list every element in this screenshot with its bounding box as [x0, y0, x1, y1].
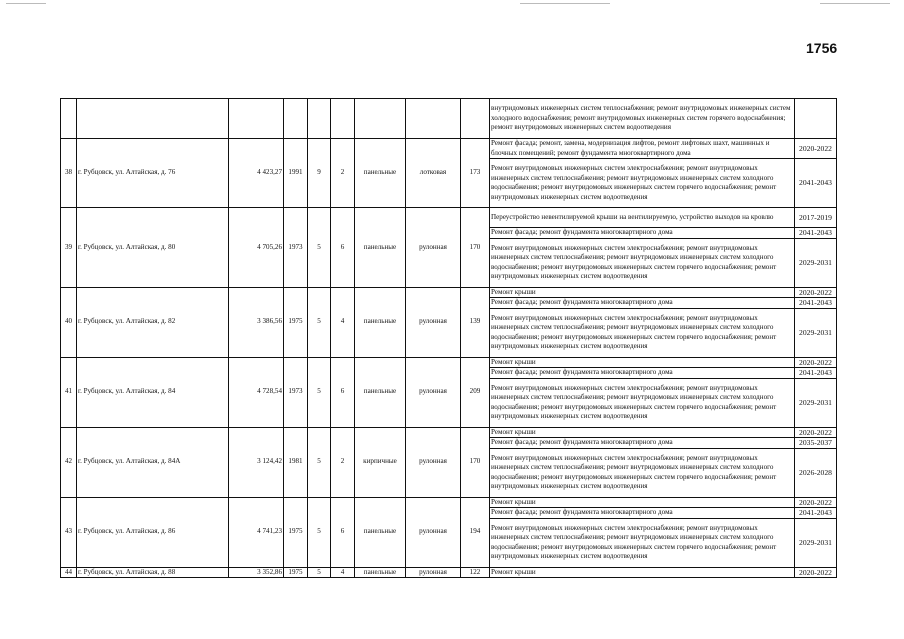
- work-description-cell: Ремонт фасада; ремонт, замена, модернизация лифтов, ремонт лифтовых шахт, машинных и блочных помещений; ремонт фундамента многоквартирного дома: [490, 139, 795, 159]
- work-description-cell: Ремонт внутридомовых инженерных систем электроснабжения; ремонт внутридомовых инженерных систем теплоснабжения; ремонт внутридомовых инженерных систем холодного водоснабжения; ремонт внутридомовых инженерных систем горячего водоснабжения; ремонт внутридомовых инженерных систем водоотведения: [490, 518, 795, 567]
- floors-cell: 5: [308, 208, 331, 288]
- scan-artifact: [6, 3, 46, 4]
- table-row: [61, 357, 837, 368]
- row-number: 40: [61, 287, 77, 357]
- flats-count-cell: 194: [461, 497, 490, 567]
- period-cell: 2029-2031: [795, 378, 837, 427]
- address-cell: г. Рубцовск, ул. Алтайская, д. 88: [77, 567, 229, 578]
- year-built-cell: 1973: [284, 208, 308, 288]
- period-cell: 2035-2037: [795, 438, 837, 449]
- row-number: 41: [61, 357, 77, 427]
- year-built-cell: 1975: [284, 287, 308, 357]
- roof-type-cell: рулонная: [406, 357, 461, 427]
- period-cell: 2041-2043: [795, 368, 837, 379]
- period-cell: [795, 99, 837, 139]
- area-cell: 3 386,56: [229, 287, 284, 357]
- roof-type-cell: лотковая: [406, 139, 461, 208]
- floors-cell: [308, 99, 331, 139]
- work-description-cell: внутридомовых инженерных систем теплоснабжения; ремонт внутридомовых инженерных систем холодного водоснабжения; ремонт внутридомовых инженерных систем горячего водоснабжения; ремонт внутридомовых инженерных систем водоотведения: [490, 99, 795, 139]
- period-cell: 2041-2043: [795, 159, 837, 208]
- flats-count-cell: 139: [461, 287, 490, 357]
- floors-cell: 5: [308, 357, 331, 427]
- period-cell: 2041-2043: [795, 508, 837, 519]
- table-row: [61, 287, 837, 298]
- period-cell: 2020-2022: [795, 139, 837, 159]
- flats-count-cell: 170: [461, 208, 490, 288]
- row-number: 38: [61, 139, 77, 208]
- area-cell: 3 352,86: [229, 567, 284, 578]
- entrances-cell: 2: [331, 427, 355, 497]
- address-cell: [77, 99, 229, 139]
- entrances-cell: 4: [331, 567, 355, 578]
- year-built-cell: 1975: [284, 497, 308, 567]
- scan-artifact: [520, 3, 610, 4]
- year-built-cell: 1991: [284, 139, 308, 208]
- work-description-cell: Ремонт внутридомовых инженерных систем электроснабжения; ремонт внутридомовых инженерных систем теплоснабжения; ремонт внутридомовых инженерных систем холодного водоснабжения; ремонт внутридомовых инженерных систем горячего водоснабжения; ремонт внутридомовых инженерных систем водоотведения: [490, 238, 795, 287]
- work-description-cell: Ремонт фасада; ремонт фундамента многоквартирного дома: [490, 298, 795, 309]
- floors-cell: 5: [308, 427, 331, 497]
- floors-cell: 5: [308, 497, 331, 567]
- address-cell: г. Рубцовск, ул. Алтайская, д. 82: [77, 287, 229, 357]
- address-cell: г. Рубцовск, ул. Алтайская, д. 76: [77, 139, 229, 208]
- entrances-cell: 4: [331, 287, 355, 357]
- row-number: 39: [61, 208, 77, 288]
- repair-schedule-table: [60, 98, 837, 578]
- row-number: [61, 99, 77, 139]
- floors-cell: 9: [308, 139, 331, 208]
- year-built-cell: 1981: [284, 427, 308, 497]
- roof-type-cell: рулонная: [406, 287, 461, 357]
- table-row: [61, 208, 837, 228]
- work-description-cell: Ремонт фасада; ремонт фундамента многоквартирного дома: [490, 438, 795, 449]
- work-description-cell: Ремонт внутридомовых инженерных систем электроснабжения; ремонт внутридомовых инженерных систем теплоснабжения; ремонт внутридомовых инженерных систем холодного водоснабжения; ремонт внутридомовых инженерных систем горячего водоснабжения; ремонт внутридомовых инженерных систем водоотведения: [490, 308, 795, 357]
- period-cell: 2020-2022: [795, 567, 837, 578]
- period-cell: 2029-2031: [795, 518, 837, 567]
- work-description-cell: Ремонт внутридомовых инженерных систем электроснабжения; ремонт внутридомовых инженерных систем теплоснабжения; ремонт внутридомовых инженерных систем холодного водоснабжения; ремонт внутридомовых инженерных систем горячего водоснабжения; ремонт внутридомовых инженерных систем водоотведения: [490, 159, 795, 208]
- work-description-cell: Ремонт крыши: [490, 357, 795, 368]
- period-cell: 2029-2031: [795, 238, 837, 287]
- period-cell: 2017-2019: [795, 208, 837, 228]
- flats-count-cell: [461, 99, 490, 139]
- year-built-cell: 1973: [284, 357, 308, 427]
- address-cell: г. Рубцовск, ул. Алтайская, д. 84А: [77, 427, 229, 497]
- work-description-cell: Ремонт внутридомовых инженерных систем электроснабжения; ремонт внутридомовых инженерных систем теплоснабжения; ремонт внутридомовых инженерных систем холодного водоснабжения; ремонт внутридомовых инженерных систем горячего водоснабжения; ремонт внутридомовых инженерных систем водоотведения: [490, 378, 795, 427]
- floors-cell: 5: [308, 287, 331, 357]
- table-row: [61, 567, 837, 578]
- table-row: [61, 139, 837, 159]
- wall-type-cell: панельные: [355, 357, 406, 427]
- work-description-cell: Ремонт крыши: [490, 497, 795, 508]
- page-number: 1756: [806, 40, 838, 56]
- table-row: [61, 497, 837, 508]
- roof-type-cell: рулонная: [406, 208, 461, 288]
- period-cell: 2041-2043: [795, 298, 837, 309]
- entrances-cell: 6: [331, 357, 355, 427]
- area-cell: 3 124,42: [229, 427, 284, 497]
- period-cell: 2020-2022: [795, 357, 837, 368]
- year-built-cell: 1975: [284, 567, 308, 578]
- work-description-cell: Ремонт фасада; ремонт фундамента многоквартирного дома: [490, 228, 795, 239]
- flats-count-cell: 170: [461, 427, 490, 497]
- work-description-cell: Ремонт крыши: [490, 287, 795, 298]
- roof-type-cell: рулонная: [406, 567, 461, 578]
- flats-count-cell: 122: [461, 567, 490, 578]
- table-row: [61, 427, 837, 438]
- row-number: 44: [61, 567, 77, 578]
- roof-type-cell: [406, 99, 461, 139]
- row-number: 43: [61, 497, 77, 567]
- work-description-cell: Ремонт внутридомовых инженерных систем электроснабжения; ремонт внутридомовых инженерных систем теплоснабжения; ремонт внутридомовых инженерных систем холодного водоснабжения; ремонт внутридомовых инженерных систем горячего водоснабжения; ремонт внутридомовых инженерных систем водоотведения: [490, 448, 795, 497]
- roof-type-cell: рулонная: [406, 427, 461, 497]
- period-cell: 2041-2043: [795, 228, 837, 239]
- address-cell: г. Рубцовск, ул. Алтайская, д. 86: [77, 497, 229, 567]
- flats-count-cell: 173: [461, 139, 490, 208]
- address-cell: г. Рубцовск, ул. Алтайская, д. 80: [77, 208, 229, 288]
- address-cell: г. Рубцовск, ул. Алтайская, д. 84: [77, 357, 229, 427]
- wall-type-cell: панельные: [355, 208, 406, 288]
- table-row: [61, 99, 837, 139]
- wall-type-cell: панельные: [355, 287, 406, 357]
- year-built-cell: [284, 99, 308, 139]
- entrances-cell: 2: [331, 139, 355, 208]
- period-cell: 2020-2022: [795, 427, 837, 438]
- entrances-cell: [331, 99, 355, 139]
- scan-artifact: [820, 3, 890, 4]
- wall-type-cell: [355, 99, 406, 139]
- work-description-cell: Ремонт крыши: [490, 427, 795, 438]
- area-cell: 4 741,23: [229, 497, 284, 567]
- period-cell: 2026-2028: [795, 448, 837, 497]
- entrances-cell: 6: [331, 497, 355, 567]
- flats-count-cell: 209: [461, 357, 490, 427]
- period-cell: 2020-2022: [795, 497, 837, 508]
- work-description-cell: Ремонт крыши: [490, 567, 795, 578]
- area-cell: 4 728,54: [229, 357, 284, 427]
- area-cell: 4 423,27: [229, 139, 284, 208]
- entrances-cell: 6: [331, 208, 355, 288]
- work-description-cell: Переустройство невентилируемой крыши на вентилируемую, устройство выходов на кровлю: [490, 208, 795, 228]
- work-description-cell: Ремонт фасада; ремонт фундамента многоквартирного дома: [490, 508, 795, 519]
- work-description-cell: Ремонт фасада; ремонт фундамента многоквартирного дома: [490, 368, 795, 379]
- row-number: 42: [61, 427, 77, 497]
- wall-type-cell: панельные: [355, 567, 406, 578]
- roof-type-cell: рулонная: [406, 497, 461, 567]
- wall-type-cell: панельные: [355, 139, 406, 208]
- period-cell: 2020-2022: [795, 287, 837, 298]
- wall-type-cell: панельные: [355, 497, 406, 567]
- wall-type-cell: кирпичные: [355, 427, 406, 497]
- area-cell: 4 705,26: [229, 208, 284, 288]
- period-cell: 2029-2031: [795, 308, 837, 357]
- floors-cell: 5: [308, 567, 331, 578]
- area-cell: [229, 99, 284, 139]
